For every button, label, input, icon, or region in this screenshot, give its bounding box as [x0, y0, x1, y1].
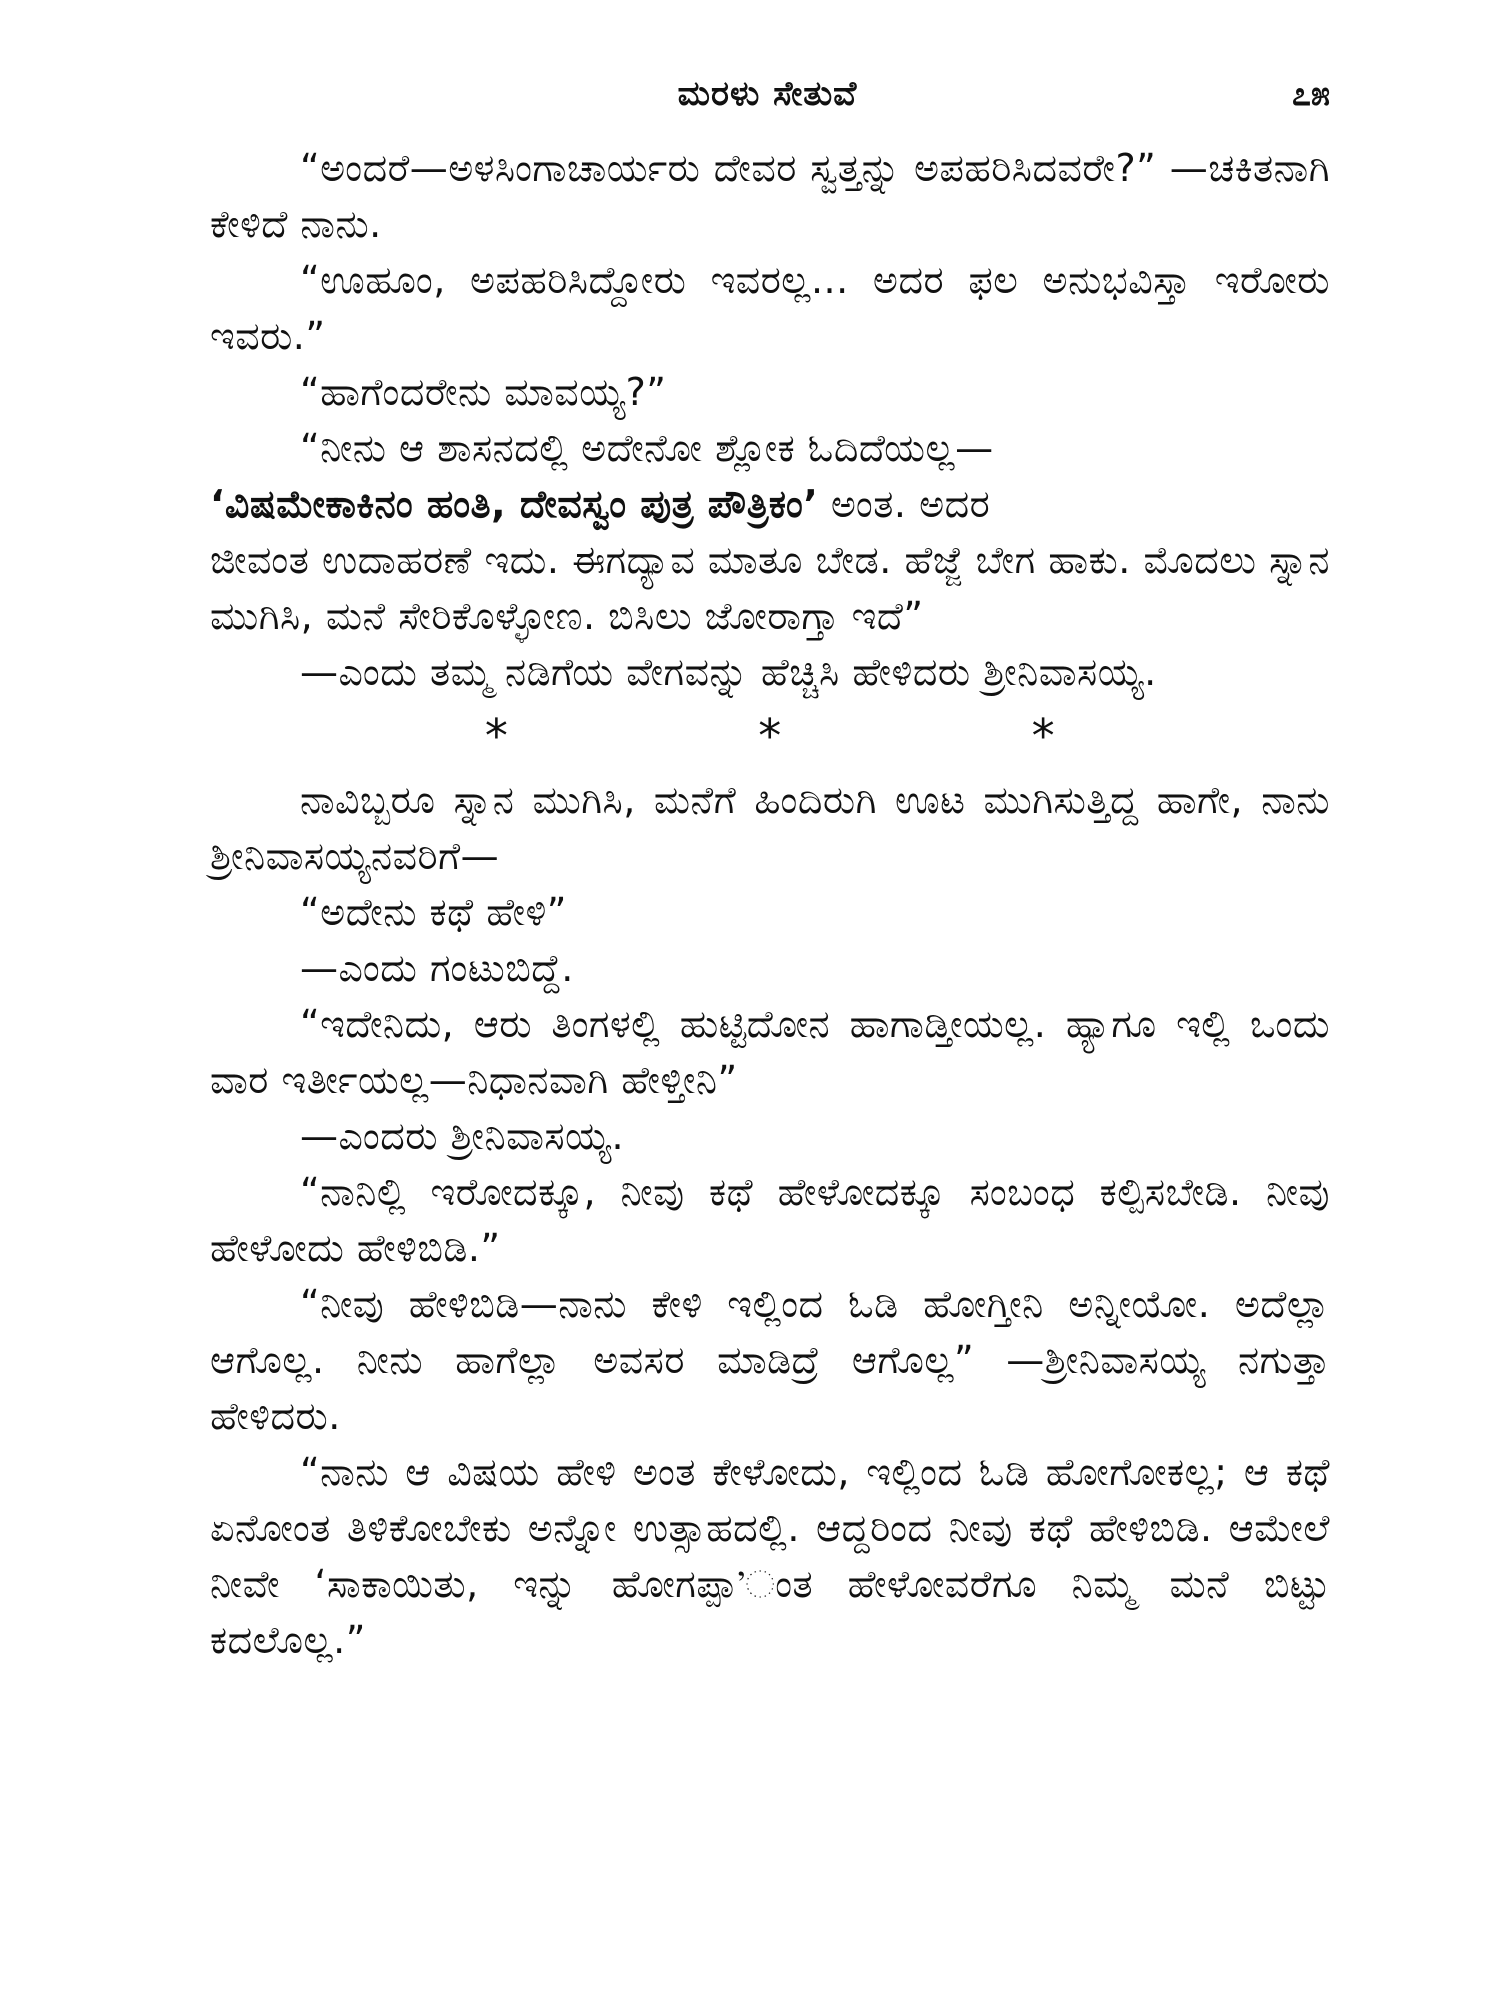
paragraph: “ಅಂದರೆ—ಅಳಸಿಂಗಾಚಾರ್ಯರು ದೇವರ ಸ್ವತ್ತನ್ನು ಅಪಹರಿಸಿದವರೇ?” —ಚಕಿತನಾಗಿ ಕೇಳಿದೆ ನಾನು. [210, 146, 1330, 246]
paragraph: “ಅದೇನು ಕಥೆ ಹೇಳಿ” [300, 890, 567, 934]
paragraph: —ಎಂದು ಗಂಟುಬಿದ್ದೆ. [300, 946, 574, 990]
paragraph: “ನಾನಿಲ್ಲಿ ಇರೋದಕ್ಕೂ, ನೀವು ಕಥೆ ಹೇಳೋದಕ್ಕೂ ಸಂಬಂಧ ಕಲ್ಪಿಸಬೇಡಿ. ನೀವು ಹೇಳೋದು ಹೇಳಿಬಿಡಿ.” [210, 1170, 1330, 1270]
paragraph: —ಎಂದರು ಶ್ರೀನಿವಾಸಯ್ಯ. [300, 1114, 625, 1158]
paragraph: ಜೀವಂತ ಉದಾಹರಣೆ ಇದು. ಈಗದ್ಯಾವ ಮಾತೂ ಬೇಡ. ಹೆಜ್ಜೆ ಬೇಗ ಹಾಕು. ಮೊದಲು ಸ್ನಾನ ಮುಗಿಸಿ, ಮನೆ ಸೇರಿಕೊಳ್ಳೋಣ. ಬಿಸಿಲು ಜೋರಾಗ್ತಾ ಇದೆ” [210, 538, 1330, 638]
section-separator [210, 704, 1330, 768]
paragraph: —ಎಂದು ತಮ್ಮ ನಡಿಗೆಯ ವೇಗವನ್ನು ಹೆಚ್ಚಿಸಿ ಹೇಳಿದರು ಶ್ರೀನಿವಾಸಯ್ಯ. [300, 650, 1157, 694]
page-number: ೭೫ [1291, 74, 1330, 114]
running-title: ಮರಳು ಸೇತುವೆ [677, 74, 858, 114]
shloka-paragraph [210, 476, 1330, 532]
running-head [205, 70, 1330, 120]
separator-asterisk: * [484, 709, 509, 763]
paragraph: “ನಾನು ಆ ವಿಷಯ ಹೇಳಿ ಅಂತ ಕೇಳೋದು, ಇಲ್ಲಿಂದ ಓಡಿ ಹೋಗೋಕಲ್ಲ; ಆ ಕಥೆ ಏನೋಂತ ತಿಳಿಕೋಬೇಕು ಅನ್ನೋ ಉತ್ಸಾಹದಲ್ಲಿ. ಆದ್ದರಿಂದ ನೀವು ಕಥೆ ಹೇಳಿಬಿಡಿ. ಆಮೇಲೆ ನೀವೇ ‘ಸಾಕಾಯಿತು, ಇನ್ನು ಹೋಗಪ್ಪಾ’ಂತ ಹೇಳೋವರೆಗೂ ನಿಮ್ಮ ಮನೆ ಬಿಟ್ಟು ಕದಲೊಲ್ಲ.” [210, 1450, 1330, 1662]
paragraph: “ಹಾಗೆಂದರೇನು ಮಾವಯ್ಯ?” [300, 370, 667, 414]
separator-asterisk: * [758, 709, 782, 763]
paragraph: “ಊಹೂಂ, ಅಪಹರಿಸಿದ್ದೋರು ಇವರಲ್ಲ... ಅದರ ಫಲ ಅನುಭವಿಸ್ತಾ ಇರೋರು ಇವರು.” [210, 258, 1330, 358]
shloka-suffix: ಅಂತ. ಅದರ [818, 482, 991, 526]
paragraph: “ನೀನು ಆ ಶಾಸನದಲ್ಲಿ ಅದೇನೋ ಶ್ಲೋಕ ಓದಿದೆಯಲ್ಲ— [300, 426, 994, 470]
paragraph: ನಾವಿಬ್ಬರೂ ಸ್ನಾನ ಮುಗಿಸಿ, ಮನೆಗೆ ಹಿಂದಿರುಗಿ ಊಟ ಮುಗಿಸುತ್ತಿದ್ದ ಹಾಗೇ, ನಾನು ಶ್ರೀನಿವಾಸಯ್ಯನವರಿಗೆ— [210, 778, 1330, 878]
paragraph: “ಇದೇನಿದು, ಆರು ತಿಂಗಳಲ್ಲಿ ಹುಟ್ಟಿದೋನ ಹಾಗಾಡ್ತೀಯಲ್ಲ. ಹ್ಯಾಗೂ ಇಲ್ಲಿ ಒಂದು ವಾರ ಇರ್ತೀಯಲ್ಲ—ನಿಧಾನವಾಗಿ ಹೇಳ್ತೀನಿ” [210, 1002, 1330, 1102]
separator-asterisk: * [1031, 709, 1056, 763]
paragraph: “ನೀವು ಹೇಳಿಬಿಡಿ—ನಾನು ಕೇಳಿ ಇಲ್ಲಿಂದ ಓಡಿ ಹೋಗ್ತೀನಿ ಅನ್ನೀಯೋ. ಅದೆಲ್ಲಾ ಆಗೊಲ್ಲ. ನೀನು ಹಾಗೆಲ್ಲಾ ಅವಸರ ಮಾಡಿದ್ರೆ ಆಗೊಲ್ಲ” —ಶ್ರೀನಿವಾಸಯ್ಯ ನಗುತ್ತಾ ಹೇಳಿದರು. [210, 1282, 1330, 1438]
shloka-quote: ‘ವಿಷಮೇಕಾಕಿನಂ ಹಂತಿ, ದೇವಸ್ವಂ ಪುತ್ರ ಪೌತ್ರಿಕಂ’ [210, 482, 819, 526]
body-text [210, 140, 1330, 1668]
